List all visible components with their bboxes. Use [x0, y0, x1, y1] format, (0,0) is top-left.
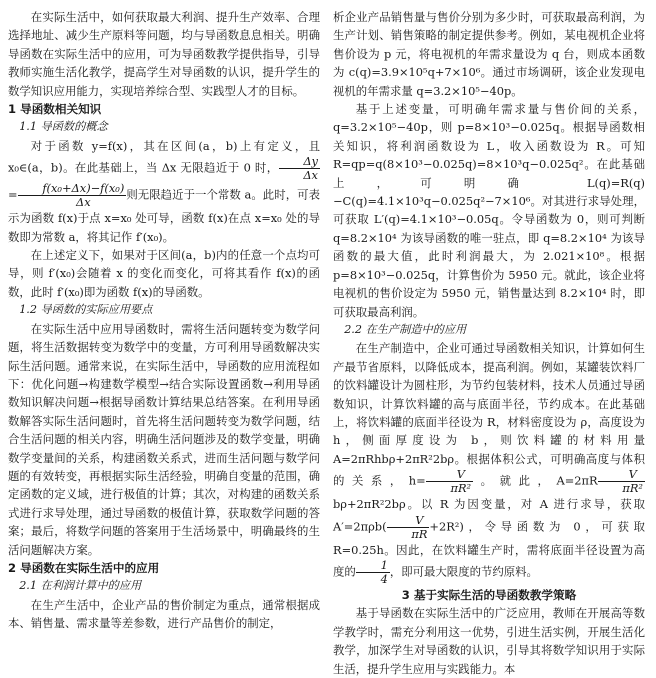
fraction-dy-dx — [279, 155, 320, 182]
manufacturing-text-c: bρ+2πR²2bρ。以 R 为因变量，对 A 进行求导，获取 A′=2πρb( — [333, 497, 645, 534]
section-heading-2: 2 导函数在实际生活中的应用 — [8, 560, 160, 575]
subsection-heading-2-1: 2.1 在利润计算中的应用 — [19, 579, 142, 593]
fraction-v-pir2-second — [598, 468, 645, 495]
fraction-denominator: πR² — [622, 481, 643, 496]
section-heading-1: 1 导函数相关知识 — [8, 102, 102, 117]
definition-text-b: = — [8, 187, 18, 202]
fraction-denominator: πR² — [450, 481, 472, 496]
fraction-denominator: Δx — [303, 168, 318, 183]
paragraph-derivative-definition — [8, 137, 320, 246]
fraction-numerator: 1 — [356, 559, 390, 573]
subsection-heading-1-1: 1.1 导函数的概念 — [19, 120, 108, 134]
section-heading-3: 3 基于实际生活的导函数教学策略 — [401, 587, 577, 602]
subsection-heading-1-2: 1.2 导函数的实际应用要点 — [19, 303, 153, 317]
paragraph-profit-calculation: 基于上述变量，可明确年需求量与售价间的关系，q=3.2×10⁵−40p，则 p=8×10³−0.025q。根据导函数相关知识，将利润函数设为 L，收入函数设为 R。可知 R=qp=q(8×10³−0.025q)=8×10³q−0.025q²。在此基础上，可明确 L(q)=R(q)−C(q)=4.1×10³q−0.025q²−7×10⁶。对其进行求导处理，可获取 L′(q)=4.1×10³−0.05q。令导函数为 0，则可判断 q=8.2×10⁴ 为该导函数的唯一驻点，即 q=8.2×10⁴ 为该导函数的最大值，此时利润最大，为 2.021×10⁸。根据 p=8×10³−0.025q，计算售价为 5950 元。就此，该企业将电视机的售价设定为 5950 元，销售量达到 8.2×10⁴ 时，即可获取最高利润。 — [333, 102, 645, 319]
manufacturing-text-d: +2R²)，令导函数为 0，可获取 R=0.25h。因此，在饮料罐生产时，需将底面半径设置为高度的 — [333, 519, 645, 579]
paragraph-intro: 在实际生活中，如何获取最大利润、提升生产效率、合理选择地址、减少生产原料等问题，均与导函数息息相关。明确导函数在实际生活中的应用，可为导函数教学提供指导，引导教师实施生活化教学，提高学生对导函数的认识，提升学生的数学知识应用能力，实现培养综合型、实践型人才的目标。 — [8, 10, 320, 98]
fraction-v-pir2 — [426, 468, 473, 495]
paragraph-teaching-strategy: 基于导函数在实际生活中的广泛应用，教师在开展高等数学教学时，需充分利用这一优势，引进生活实例，开展生活化教学，加深学生对导函数的认识，引导其将数学知识用于实际生活，提升学生应用与实践能力。本 — [333, 606, 645, 676]
definition-text-a: 对于函数 y=f(x)，其在区间(a，b)上有定义，且 x₀∈(a，b)。在此基础上，当 Δx 无限趋近于 0 时， — [8, 138, 320, 175]
fraction-v-pir — [387, 514, 430, 541]
right-column — [333, 8, 645, 678]
fraction-denominator: Δx — [75, 195, 91, 210]
left-column — [8, 8, 320, 633]
fraction-difference-quotient — [18, 182, 127, 209]
fraction-numerator: V — [598, 468, 645, 482]
fraction-one-quarter — [356, 559, 390, 586]
fraction-numerator: Δy — [279, 155, 320, 169]
fraction-denominator: πR — [411, 526, 428, 541]
manufacturing-text-e: ，即可最大限度的节约原料。 — [389, 564, 538, 579]
fraction-numerator: V — [387, 514, 430, 528]
paragraph-application-points: 在实际生活中应用导函数时，需将生活问题转变为数学问题，将生活数据转变为数学中的变量，方可利用导函数解决实际生活问题。通常来说，在实际生活中，导函数的应用流程如下：优化问题→构建数学模型→结合实际设置函数→利用导函数知识解决问题→根据导函数计算结果总结答案。在利用导函数解答实际生活问题时，首先将生活问题转变为数学问题，结合生活问题的相关内容，明确生活问题涉及的数学变量，明确数学变量间的关系，构建函数关系式，进而生活问题与数学问题的有效转变，再根据实际生活经验，明确自变量的范围，确定函数的定义域，进行极值的计算；其次，对构建的函数关系式进行求导处理，通过导函数的极值计算，获取数学问题的答案；最后，将数学问题的答案用于生活场景中，明确最终的生活问题解决方案。 — [8, 321, 320, 557]
subsection-heading-2-2: 2.2 在生产制造中的应用 — [344, 322, 467, 336]
paragraph-manufacturing — [333, 339, 645, 586]
paragraph-profit-example: 析企业产品销售量与售价分别为多少时，可获取最高利润，为生产计划、销售策略的制定提供参考。例如，某电视机企业将售价设为 p 元，将电视机的年需求量设为 q 台，则成本函数为 c(q)=3.9×10⁵q+7×10⁶。通过市场调研，该企业发现电视机的年需求量 q=3.2×10⁵−40p。 — [333, 10, 645, 98]
manufacturing-text-a: 在生产制造中，企业可通过导函数相关知识，计算如何生产最节省原料，以降低成本，提高利润。例如，某罐装饮料厂的饮料罐设计为圆柱形，为节约包装材料，技术人员通过导函数知识，计算饮料罐的高与底面半径，节约成本。在此基础上，将饮料罐的底面半径设为 R，材料密度设为 ρ，高度设为 h，侧面厚度设为 b，则饮料罐的材料用量 A=2πRhbρ+2πR²2bρ。根据体积公式，可明确高度与体积的关系，h= — [333, 341, 645, 488]
manufacturing-text-b: 。就此，A=2πR — [473, 473, 598, 488]
paragraph-profit-intro: 在生产生活中，企业产品的售价制定为重点，通常根据成本、销售量、需求量等差参数，进行产品售价的制定， — [8, 597, 320, 631]
definition-text-c: 则无限趋近于一个常数 a。此时，可表示为函数 f(x)于点 x=x₀ 处可导，函数 f(x)在点 x=x₀ 处的导数即为常数 a，将其记作 f′(x₀)。 — [8, 187, 320, 244]
fraction-numerator: f(x₀+Δx)−f(x₀) — [18, 182, 127, 196]
fraction-numerator: V — [426, 468, 473, 482]
paragraph-derived-function: 在上述定义下，如果对于区间(a，b)内的任意一个点均可导，则 f′(x₀)会随着 x 的变化而变化，可将其看作 f(x)的函数，此时 f′(x₀)即为函数 f(x)的导函数。 — [8, 248, 320, 299]
fraction-denominator: 4 — [380, 571, 388, 586]
